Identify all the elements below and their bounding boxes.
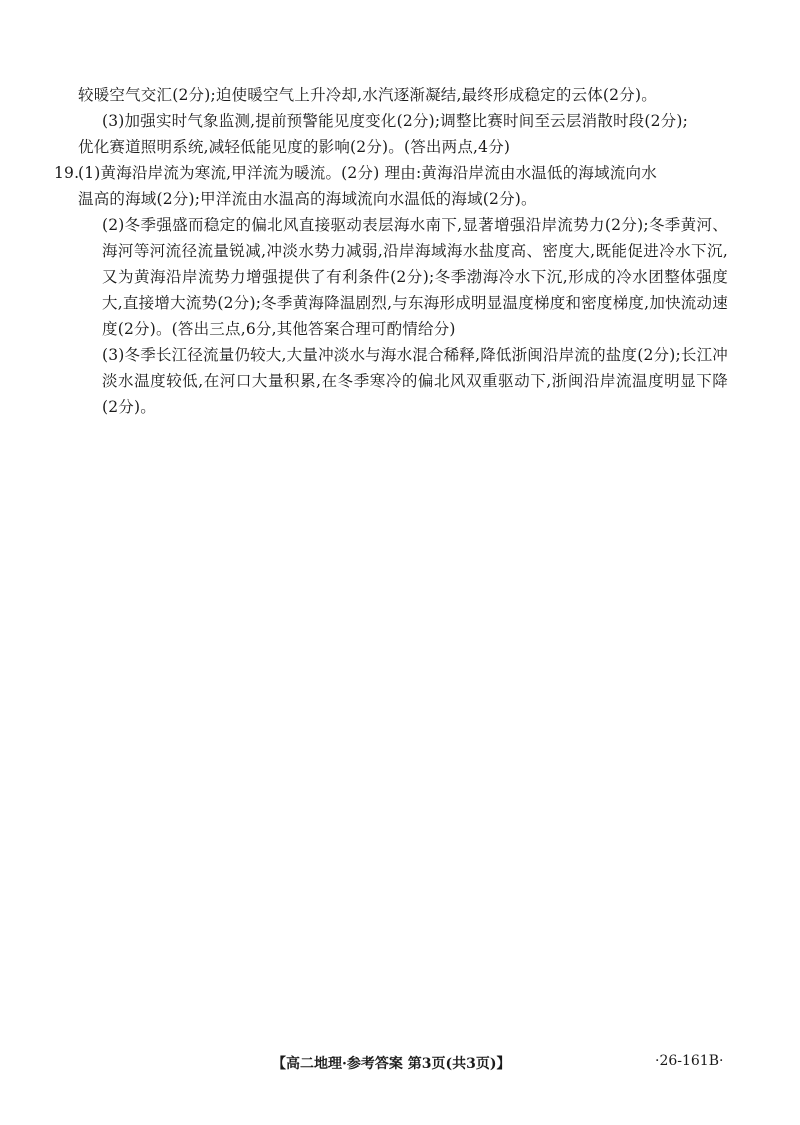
- q19-part2: (2)冬季强盛而稳定的偏北风直接驱动表层海水南下,显著增强沿岸流势力(2分);冬季黄河、海河等河流径流量锐减,冲淡水势力减弱,沿岸海域海水盐度高、密度大,既能促进冷水下沉,又为黄海沿岸流势力增强提供了有利条件(2分);冬季渤海冷水下沉,形成的冷水团整体强度大,直接增大流势(2分);冬季黄海降温剧烈,与东海形成明显温度梯度和密度梯度,加快流动速度(2分)。(答出三点,6分,其他答案合理可酌情给分): [102, 216, 728, 338]
- q19-part3: (3)冬季长江径流量仍较大,大量冲淡水与海水混合稀释,降低浙闽沿岸流的盐度(2分);长江冲淡水温度较低,在河口大量积累,在冬季寒冷的偏北风双重驱动下,浙闽沿岸流温度明显下降(2分)。: [102, 346, 728, 416]
- q19-part1-line1: (1)黄海沿岸流为寒流,甲洋流为暖流。(2分) 理由:黄海沿岸流由水温低的海域流向水: [78, 164, 657, 182]
- footer-code: ·26-161B·: [655, 1053, 724, 1069]
- question-19: [54, 160, 728, 186]
- q18-continuation: 较暖空气交汇(2分);迫使暖空气上升冷却,水汽逐渐凝结,最终形成稳定的云体(2分)。: [78, 86, 657, 104]
- footer-title: 【高二地理·参考答案 第3页(共3页)】: [272, 1056, 511, 1072]
- answer-content: [54, 82, 728, 420]
- page-footer: [0, 1053, 800, 1077]
- question-number: 19.: [54, 164, 80, 182]
- q19-part1-line2: 温高的海域(2分);甲洋流由水温高的海域流向水温低的海域(2分)。: [78, 190, 537, 208]
- q18-part3-line2: 优化赛道照明系统,减轻低能见度的影响(2分)。(答出两点,4分): [78, 138, 511, 156]
- q18-part3-line1: (3)加强实时气象监测,提前预警能见度变化(2分);调整比赛时间至云层消散时段(2分);: [102, 112, 689, 130]
